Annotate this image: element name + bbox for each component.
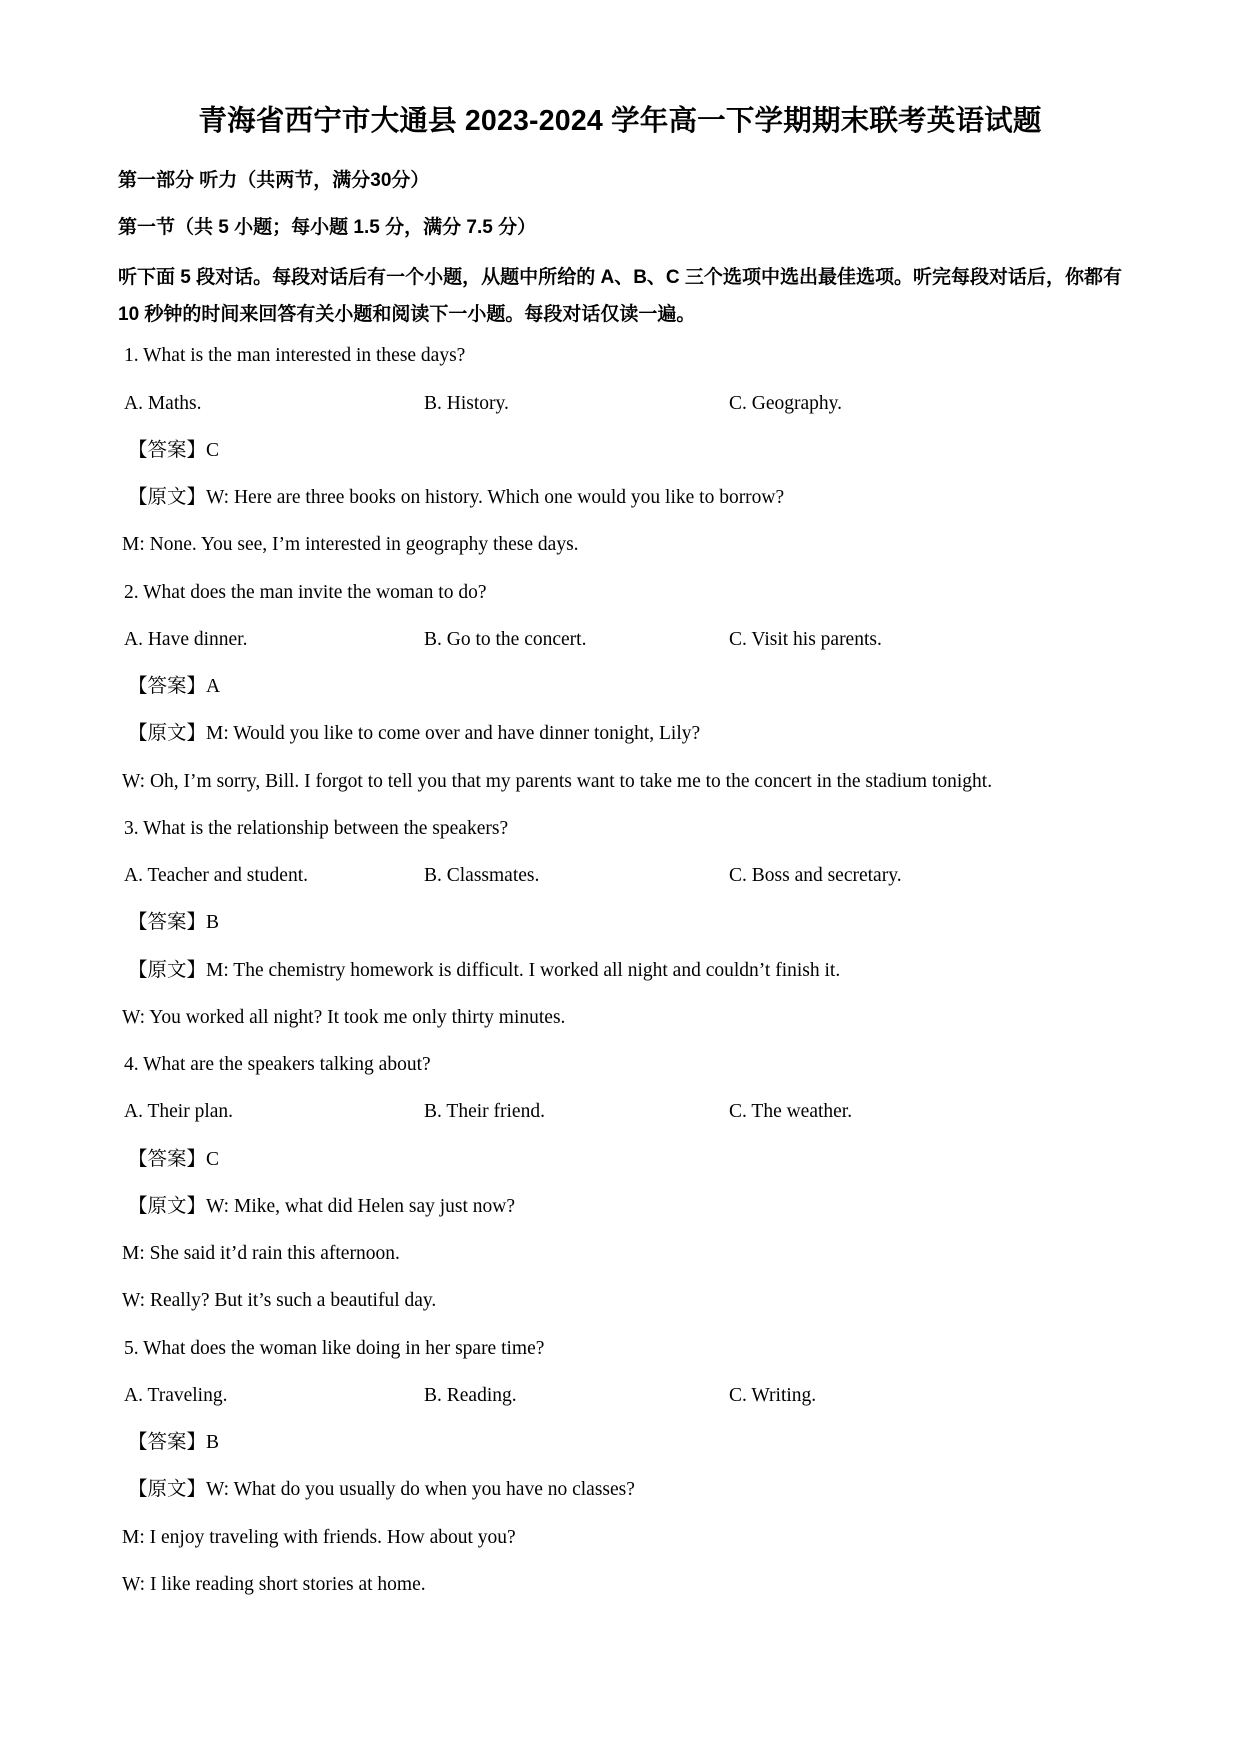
question-block [118, 578, 1122, 796]
option-a[interactable]: A. Maths. [124, 392, 202, 414]
option-c[interactable]: C. Visit his parents. [729, 628, 882, 650]
question-block [118, 341, 1122, 559]
question-prompt: 1. What is the man interested in these days? [124, 345, 466, 367]
answer-line: 【答案】B [128, 1432, 220, 1454]
answer-line: 【答案】C [128, 439, 220, 461]
option-b[interactable]: B. Go to the concert. [424, 628, 587, 650]
transcript-line: M: None. You see, I’m interested in geography these days. [122, 534, 579, 556]
question-prompt: 4. What are the speakers talking about? [124, 1054, 431, 1076]
question-block [118, 1050, 1122, 1316]
option-c[interactable]: C. The weather. [729, 1101, 853, 1123]
transcript-line: W: You worked all night? It took me only thirty minutes. [122, 1006, 566, 1028]
question-prompt: 2. What does the man invite the woman to do? [124, 581, 487, 603]
transcript-line: W: I like reading short stories at home. [122, 1573, 426, 1595]
question-prompt: 5. What does the woman like doing in her spare time? [124, 1337, 545, 1359]
question-block [118, 1334, 1122, 1600]
answer-line: 【答案】B [128, 912, 220, 934]
option-c[interactable]: C. Geography. [729, 392, 843, 414]
option-a[interactable]: A. Traveling. [124, 1384, 228, 1406]
transcript-line: M: I enjoy traveling with friends. How about you? [122, 1526, 516, 1548]
option-b[interactable]: B. Their friend. [424, 1101, 545, 1123]
transcript-line: 【原文】W: What do you usually do when you have no classes? [128, 1479, 635, 1501]
option-b[interactable]: B. Classmates. [424, 865, 540, 887]
transcript-line: M: She said it’d rain this afternoon. [122, 1243, 400, 1265]
transcript-line: 【原文】M: Would you like to come over and have dinner tonight, Lily? [128, 723, 701, 745]
question-prompt: 3. What is the relationship between the speakers? [124, 817, 509, 839]
listening-instructions: 听下面 5 段对话。每段对话后有一个小题，从题中所给的 A、B、C 三个选项中选出最佳选项。听完每段对话后，你都有 10 秒钟的时间来回答有关小题和阅读下一小题。每段对话仅读一遍。 [118, 267, 1122, 326]
transcript-line: 【原文】W: Mike, what did Helen say just now? [128, 1195, 516, 1217]
answer-line: 【答案】C [128, 1148, 220, 1170]
option-c[interactable]: C. Boss and secretary. [729, 865, 902, 887]
question-options [118, 1097, 1122, 1126]
option-b[interactable]: B. Reading. [424, 1384, 517, 1406]
question-options [118, 389, 1122, 418]
transcript-line: W: Really? But it’s such a beautiful day. [122, 1290, 437, 1312]
question-options [118, 1381, 1122, 1410]
transcript-line: 【原文】M: The chemistry homework is difficult. I worked all night and couldn’t finish it. [128, 959, 841, 981]
transcript-line: W: Oh, I’m sorry, Bill. I forgot to tell you that my parents want to take me to the concert in the stadium tonight. [122, 770, 993, 792]
page-title: 青海省西宁市大通县 2023-2024 学年高一下学期期末联考英语试题 [198, 105, 1042, 137]
question-options [118, 625, 1122, 654]
option-c[interactable]: C. Writing. [729, 1384, 817, 1406]
option-a[interactable]: A. Teacher and student. [124, 865, 309, 887]
section-heading: 第一节（共 5 小题；每小题 1.5 分，满分 7.5 分） [118, 216, 537, 238]
question-block [118, 814, 1122, 1032]
answer-line: 【答案】A [128, 676, 221, 698]
option-a[interactable]: A. Their plan. [124, 1101, 234, 1123]
option-a[interactable]: A. Have dinner. [124, 628, 248, 650]
transcript-line: 【原文】W: Here are three books on history. Which one would you like to borrow? [128, 487, 785, 509]
option-b[interactable]: B. History. [424, 392, 509, 414]
part-heading: 第一部分 听力（共两节，满分30分） [118, 170, 430, 192]
question-options [118, 861, 1122, 890]
